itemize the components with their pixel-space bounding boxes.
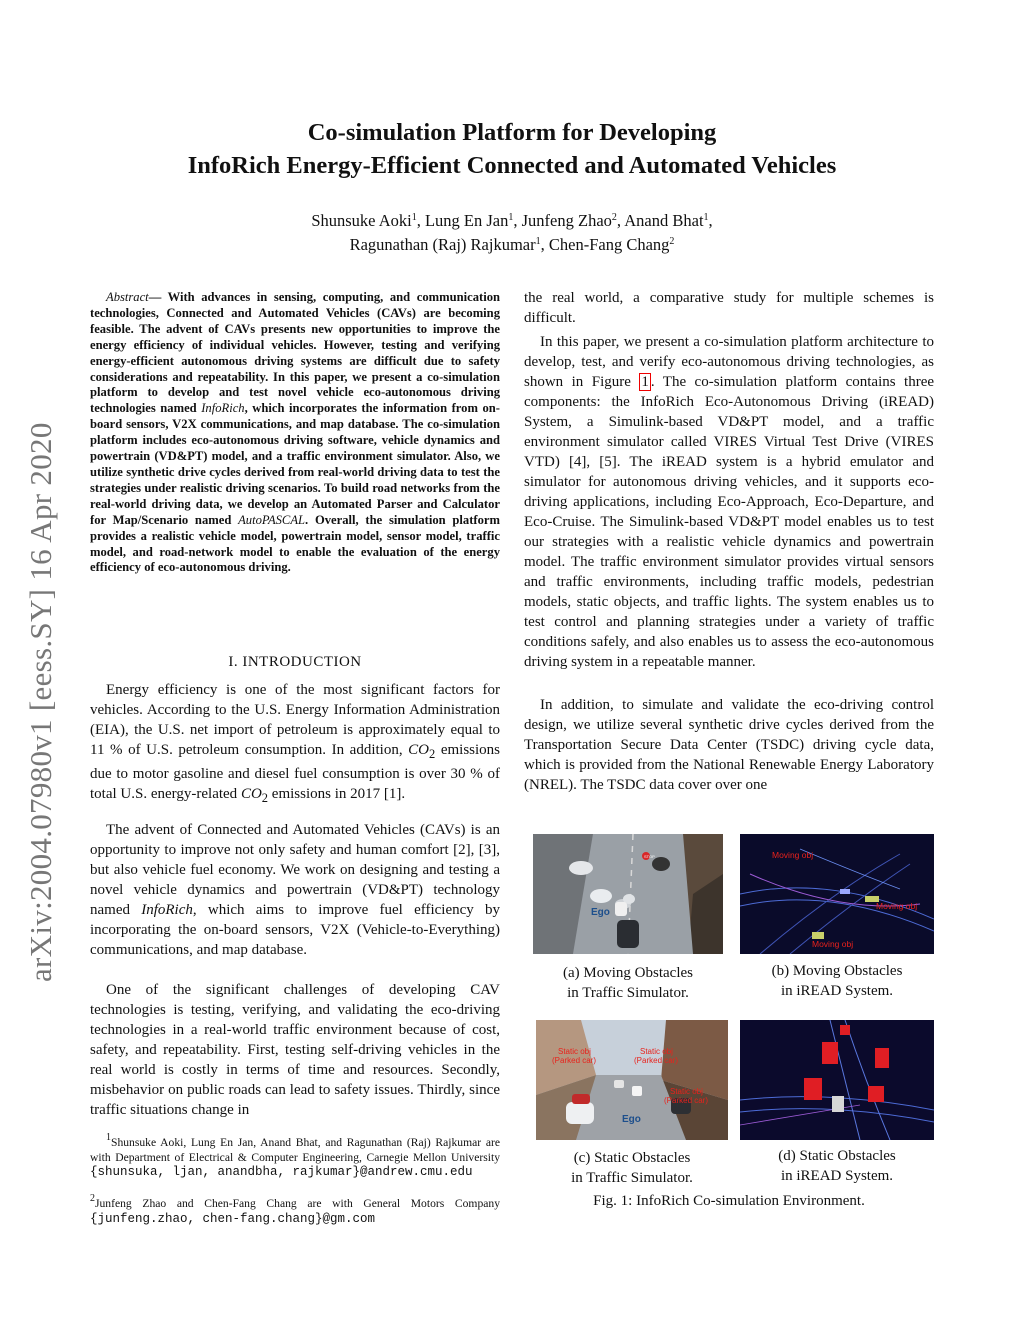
footnote-mark: 2 [90, 1193, 95, 1204]
author-line-1: Shunsuke Aoki$^1$, Lung En Jan$^1$, Junfeng Zhao$^2$, Anand Bhat$^1$, [311, 211, 713, 230]
footnote-email: {junfeng.zhao, chen-fang.chang}@gm.com [90, 1211, 376, 1226]
abstract-italic: AutoPASCAL [238, 512, 306, 527]
figure-panel-a-image [533, 834, 723, 954]
formula-subscript: 2 [429, 747, 436, 761]
ego-label: Ego [622, 1114, 641, 1125]
subcaption-line: (d) Static Obstacles [778, 1148, 896, 1164]
author-affiliation: 2 [611, 212, 617, 223]
arxiv-stamp: arXiv:2004.07980v1 [eess.SY] 16 Apr 2020 [23, 422, 58, 982]
subcaption-c [536, 1148, 728, 1188]
footnote-2 [90, 1193, 500, 1226]
para-text: emissions in 2017 [1]. [268, 786, 406, 802]
stop-sign-text: STOP [644, 854, 655, 859]
footnote-email: {shunsuka, ljan, anandbha, rajkumar}@andrew.cmu.edu [90, 1165, 473, 1179]
figure-reference-link[interactable]: 1 [641, 374, 649, 390]
abstract-italic: InfoRich [201, 401, 245, 416]
author-affiliation: 1 [508, 212, 514, 223]
author-name: Anand Bhat [624, 211, 704, 230]
subcaption-line: in Traffic Simulator. [571, 1170, 693, 1186]
parked-car-label: (Parked car) [552, 1056, 597, 1065]
subcaption-line: in iREAD System. [780, 983, 894, 999]
para-text: In this paper, we present a co-simulation platform architecture to develop, test, and verify eco-autonomous driving technologies, as shown in Figure [524, 334, 934, 390]
figure-panel-b-image [740, 834, 934, 954]
intro-paragraph-2 [90, 820, 500, 960]
paper-title-line-2: InfoRich Energy-Efficient Connected and Automated Vehicles [187, 152, 837, 179]
author-affiliation: 1 [703, 212, 709, 223]
author-affiliation: 1 [535, 236, 541, 247]
formula-co2: CO [408, 742, 429, 758]
figure-panel-d-image [740, 1020, 934, 1140]
abstract [90, 290, 500, 576]
subcaption-line: in iREAD System. [780, 1168, 894, 1184]
right-paragraph-0: the real world, a comparative study for multiple schemes is difficult. [524, 290, 934, 326]
formula-subscript: 2 [261, 791, 269, 805]
footnote-text: Junfeng Zhao and Chen-Fang Chang are with General Motors Company [95, 1197, 500, 1210]
moving-obj-label: Moving obj [876, 901, 918, 911]
para-text: emissions due to motor gasoline and diesel fuel consumption is over 30 % of total U.S. energy-related [90, 742, 500, 802]
author-affiliation: 2 [669, 236, 675, 247]
right-paragraph-1 [524, 332, 934, 672]
abstract-dash: — [148, 290, 162, 304]
footnote-text: Shunsuke Aoki, Lung En Jan, Anand Bhat, and Ragunathan (Raj) Rajkumar are with Department of Electrical & Computer Engineering, Carnegie Mellon University [90, 1136, 500, 1164]
static-obj-label: Static obj [640, 1047, 673, 1056]
author-name: Lung En Jan [424, 211, 509, 230]
intro-paragraph-1 [90, 680, 500, 808]
parked-car-label: (Parked car) [664, 1096, 709, 1105]
author-name: Junfeng Zhao [521, 211, 612, 230]
static-obj-label: Static obj [558, 1047, 591, 1056]
subcaption-a [533, 963, 723, 1003]
author-name: Ragunathan (Raj) Rajkumar [349, 235, 536, 254]
subcaption-line: (b) Moving Obstacles [771, 963, 903, 979]
paper-title-line-1: Co-simulation Platform for Developing [307, 119, 717, 146]
panel-d-scene [740, 1020, 934, 1140]
section-heading: I. INTRODUCTION [228, 654, 362, 670]
static-obj-label: Static obj [670, 1087, 703, 1096]
moving-obj-label: Moving obj [812, 939, 854, 949]
author-name: Shunsuke Aoki [311, 211, 412, 230]
author-name: Chen-Fang Chang [548, 235, 670, 254]
parked-car-label: (Parked car) [634, 1056, 679, 1065]
formula-co2: CO [240, 786, 262, 802]
panel-a-scene [533, 834, 723, 954]
abstract-text: , which incorporates the information from on-board sensors, V2X communications, and map database. The co-simulation platform includes eco-autonomous driving software, vehicle dynamics and powertrain (VD&PT) model, and a traffic environment simulator. Also, we utilize synthetic drive cycles derived from real-world driving data to test the strategies under realistic driving scenarios. To build road networks from the real-world driving data, we develop an Automated Parser and Calculator for Map/Scenario named [90, 401, 500, 527]
subcaption-b [740, 961, 934, 1001]
abstract-text: With advances in sensing, computing, and communication technologies, Connected and Automated Vehicles (CAVs) are becoming feasible. The advent of CAVs presents new opportunities to improve the energy efficiency of individual vehicles. However, testing and verifying energy-efficient autonomous driving systems are difficult due to safety considerations and repeatability. In this paper, we present a co-simulation platform to develop and test novel vehicle eco-autonomous driving technologies named [90, 290, 500, 416]
footnote-1 [90, 1132, 500, 1180]
para-text: The advent of Connected and Automated Vehicles (CAVs) is an opportunity to improve not only safety and human comfort [2], [3], but also vehicle fuel economy. We work on designing and testing a novel vehicle dynamics and powertrain (VD&PT) technology named [90, 822, 500, 918]
para-text: Energy efficiency is one of the most significant factors for vehicles. According to the U.S. Energy Information Administration (EIA), the U.S. net import of petroleum is approximately equal to 11 % of U.S. petroleum consumption. In addition, [90, 682, 500, 758]
ego-label: Ego [591, 907, 610, 918]
panel-b-scene [740, 834, 934, 954]
abstract-label: Abstract [106, 290, 149, 304]
subcaption-line: (a) Moving Obstacles [563, 965, 693, 981]
author-affiliation: 1 [411, 212, 417, 223]
intro-paragraph-3: One of the significant challenges of developing CAV technologies is testing, verifying, and validating the eco-driving technologies in a real-world traffic environment because of cost, safety, and repeatability. First, testing self-driving vehicles in the real world is costly in terms of time and resources. Secondly, misbehavior on public roads can lead to safety issues. Thirdly, since traffic situations change in [90, 982, 500, 1118]
footnote-mark: 1 [106, 1132, 111, 1143]
abstract-text: . Overall, the simulation platform provides a realistic vehicle model, powertrain model, sensor model, traffic model, and road-network model to enable the evaluation of the energy efficiency of eco-autonomous driving. [90, 512, 500, 575]
moving-obj-label: Moving obj [772, 850, 814, 860]
panel-c-scene [536, 1020, 728, 1140]
figure-panel-c-image [536, 1020, 728, 1140]
subcaption-line: (c) Static Obstacles [573, 1150, 691, 1166]
right-paragraph-2: In addition, to simulate and validate the eco-driving control design, we utilize several synthetic drive cycles derived from the Transportation Secure Data Center (TSDC) driving cycle data, which is provided from the National Renewable Energy Laboratory (NREL). The TSDC data cover over one [524, 697, 934, 793]
para-italic: InfoRich [141, 902, 193, 918]
para-text: , which aims to improve fuel efficiency by incorporating the on-board sensors, V2X (Vehicle-to-Everything) communications, and map database. [90, 902, 500, 958]
subcaption-d [740, 1146, 934, 1186]
figure-caption: Fig. 1: InfoRich Co-simulation Environment. [593, 1193, 865, 1209]
para-text: . The co-simulation platform contains three components: the InfoRich Eco-Autonomous Driving (iREAD) System, a Simulink-based VD&PT model, and a traffic environment simulator called VIRES Virtual Test Drive (VIRES VTD) [4], [5]. The iREAD system is a hybrid emulator and simulator for autonomous driving vehicles, and it supports eco-driving applications, including Eco-Approach, Eco-Departure, and Eco-Cruise. The Simulink-based VD&PT model enables us to test our strategies with a realistic vehicle dynamics and powertrain model. The traffic environment simulator provides virtual sensors and traffic environments, including traffic models, pedestrian models, static objects, and traffic lights. The system enables us to test control and planning strategies under a variety of traffic conditions safely, and also enables us to assess the eco-autonomous driving system in a repeatable manner. [524, 374, 935, 670]
subcaption-line: in Traffic Simulator. [567, 985, 689, 1001]
author-line-2: Ragunathan (Raj) Rajkumar$^1$, Chen-Fang Chang$^2$ [349, 235, 675, 254]
